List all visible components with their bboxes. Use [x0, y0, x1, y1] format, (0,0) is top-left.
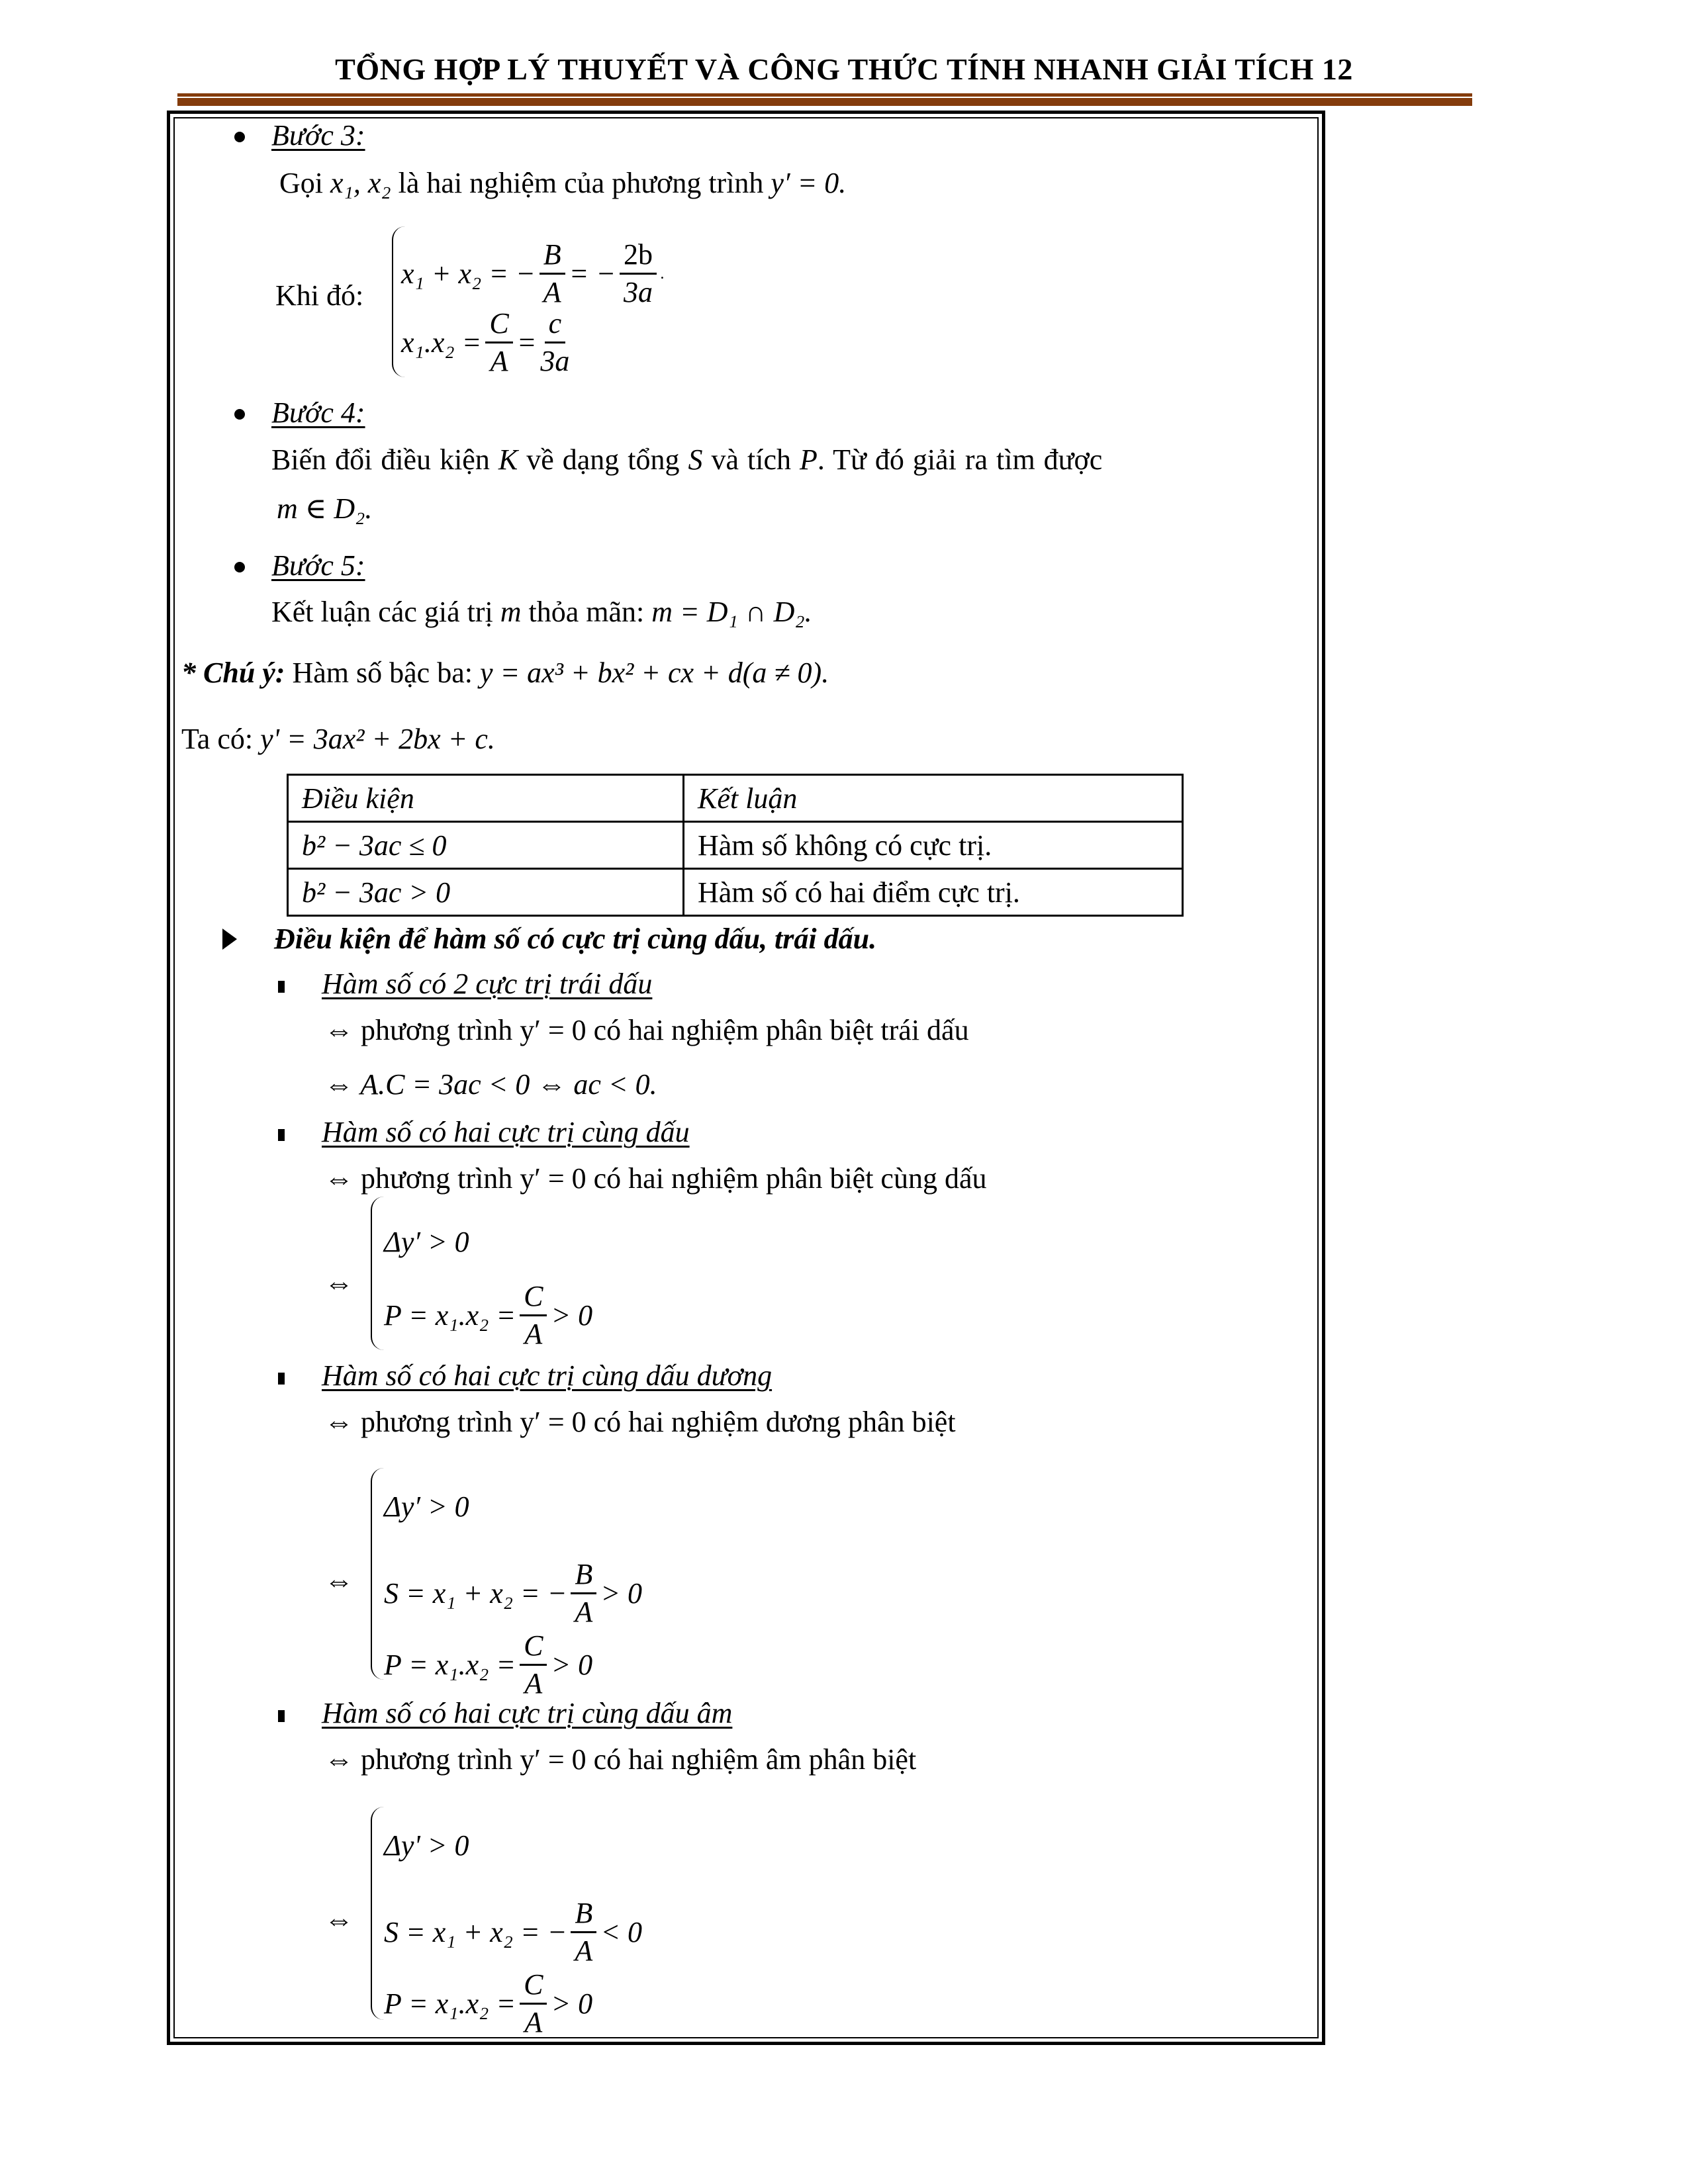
product-condition [384, 1628, 592, 1702]
square-bullet-icon [278, 1710, 285, 1722]
sum-equation [401, 237, 665, 310]
table-header-row [288, 775, 1183, 822]
s-rhs: < 0 [600, 1915, 643, 1948]
frac-num: 2b [620, 237, 657, 275]
section-heading: Điều kiện để hàm số có cực trị cùng dấu, trái dấu. [274, 923, 877, 955]
table-row [288, 869, 1183, 916]
sum-mid: = − [569, 257, 616, 290]
frac-num: C [520, 1967, 547, 2005]
case-2-title: Hàm số có hai cực trị cùng dấu [322, 1116, 690, 1148]
case-1-line1: ⇔ phương trình y′ = 0 có hai nghiệm phân biệt trái dấu [324, 1014, 969, 1046]
p-lhs: P = x₁.x₂ = [384, 1648, 516, 1681]
note-text: Hàm số bậc ba: [292, 657, 473, 689]
delta-condition: Δy' > 0 [384, 1829, 469, 1862]
p-rhs: > 0 [551, 1987, 593, 2020]
page-header-title: TỔNG HỢP LÝ THUYẾT VÀ CÔNG THỨC TÍNH NHANH GIẢI TÍCH 12 [335, 52, 1353, 86]
s-lhs: S = x₁ + x₂ = − [384, 1576, 567, 1610]
fraction [520, 1628, 547, 1702]
frac-den: A [524, 1318, 543, 1350]
frac-den: A [524, 2006, 543, 2038]
frac-den: A [575, 1596, 593, 1628]
frac-den: A [490, 345, 508, 377]
square-bullet-icon [278, 1129, 285, 1141]
square-bullet-icon [278, 1373, 285, 1385]
case-3-title: Hàm số có hai cực trị cùng dấu dương [322, 1359, 773, 1392]
derivative-formula: y' = 3ax² + 2bx + c. [260, 723, 495, 755]
text: về dạng tổng [526, 443, 680, 476]
square-bullet-icon [278, 981, 285, 993]
var-K: K [498, 443, 518, 476]
frac-den: A [575, 1934, 593, 1967]
s-lhs: S = x₁ + x₂ = − [384, 1915, 567, 1948]
header-rule-thick [177, 98, 1472, 106]
sum-condition [384, 1895, 642, 1969]
cubic-formula: y = ax³ + bx² + cx + d(a ≠ 0). [479, 657, 829, 689]
note-prefix: * Chú ý: [181, 657, 285, 689]
frac-num: B [571, 1557, 596, 1594]
frac-num: B [539, 237, 565, 275]
frac-den: 3a [540, 345, 570, 377]
fraction [485, 306, 512, 379]
step-3-line-goi [279, 165, 846, 201]
step-4-line1 [271, 442, 1102, 478]
frac-num: C [520, 1279, 547, 1316]
product-equation [401, 306, 573, 379]
p-lhs: P = x₁.x₂ = [384, 1987, 516, 2020]
frac-num: C [485, 306, 512, 343]
case-1-line2: ⇔ A.C = 3ac < 0 ⇔ ac < 0. [324, 1068, 657, 1101]
table-cell: b² − 3ac ≤ 0 [288, 822, 684, 869]
arrow-bullet-icon [222, 929, 237, 950]
sum-condition [384, 1557, 642, 1630]
table-header-cell: Kết luận [684, 775, 1183, 822]
text: Biến đổi điều kiện [271, 443, 490, 476]
case-1-title: Hàm số có 2 cực trị trái dấu [322, 968, 653, 1000]
taco-label: Ta có: [181, 723, 254, 755]
prod-mid: = [516, 326, 537, 359]
s-rhs: > 0 [600, 1576, 643, 1610]
frac-den: A [524, 1667, 543, 1700]
fraction [571, 1557, 596, 1630]
goi-text: là hai nghiệm của phương trình [398, 167, 764, 199]
system-brace-icon [371, 1807, 384, 2020]
step-5-label: Bước 5: [271, 549, 365, 582]
var-m: m [500, 596, 522, 628]
step-4-line2: m ∈ D₂. [277, 492, 373, 525]
p-lhs: P = x₁.x₂ = [384, 1298, 516, 1332]
bullet-icon [234, 562, 245, 572]
frac-num: c [545, 306, 566, 343]
note-line [181, 655, 829, 691]
var-S: S [688, 443, 703, 476]
frac-num: B [571, 1895, 596, 1933]
khi-do-label: Khi đó: [275, 279, 364, 312]
product-condition [384, 1279, 592, 1352]
fraction [620, 237, 657, 310]
system-brace-icon [371, 1197, 384, 1350]
text: và tích [711, 443, 792, 476]
table-cell: Hàm số có hai điểm cực trị. [684, 869, 1183, 916]
case-4-line1: ⇔ phương trình y′ = 0 có hai nghiệm âm phân biệt [324, 1743, 917, 1776]
header-rule-thin [177, 93, 1472, 97]
var-P: P [800, 443, 818, 476]
sum-lhs: x₁ + x₂ = − [401, 257, 536, 290]
table-cell: Hàm số không có cực trị. [684, 822, 1183, 869]
fraction [520, 1967, 547, 2040]
goi-prefix: Gọi [279, 167, 323, 199]
p-rhs: > 0 [551, 1298, 593, 1332]
frac-num: C [520, 1628, 547, 1666]
derivative-line [181, 721, 495, 757]
delta-condition: Δy′ > 0 [384, 1226, 469, 1258]
system-brace-icon [371, 1468, 384, 1680]
case-3-line1: ⇔ phương trình y′ = 0 có hai nghiệm dương phân biệt [324, 1406, 956, 1438]
bullet-icon [234, 132, 245, 142]
step-3-label: Bước 3: [271, 119, 365, 152]
fraction [520, 1279, 547, 1352]
trailing-dot: . [661, 265, 665, 283]
text: Kết luận các giá trị [271, 596, 493, 628]
goi-eq: y′ = 0. [771, 167, 847, 199]
step-4-label: Bước 4: [271, 396, 365, 429]
table-cell: b² − 3ac > 0 [288, 869, 684, 916]
frac-den: A [543, 276, 561, 308]
product-condition [384, 1967, 592, 2040]
p-rhs: > 0 [551, 1648, 593, 1681]
table-row [288, 822, 1183, 869]
equiv-icon: ⇔ [324, 1267, 353, 1299]
equiv-icon: ⇔ [324, 1903, 353, 1936]
delta-condition: Δy′ > 0 [384, 1490, 469, 1523]
equation: m = D₁ ∩ D₂. [651, 596, 812, 628]
condition-table [287, 774, 1184, 917]
text: thỏa mãn: [528, 596, 645, 628]
step-5-line [271, 594, 812, 630]
fraction [571, 1895, 596, 1969]
frac-den: 3a [624, 276, 653, 308]
prod-lhs: x₁.x₂ = [401, 326, 482, 359]
text: . Từ đó giải ra tìm được [817, 443, 1103, 476]
goi-vars: x₁, x₂ [330, 167, 391, 199]
fraction [540, 306, 569, 379]
case-4-title: Hàm số có hai cực trị cùng dấu âm [322, 1697, 733, 1729]
fraction [539, 237, 565, 310]
bullet-icon [234, 409, 245, 420]
case-2-line1: ⇔ phương trình y′ = 0 có hai nghiệm phân biệt cùng dấu [324, 1162, 987, 1195]
table-header-cell: Điều kiện [288, 775, 684, 822]
equiv-icon: ⇔ [324, 1565, 353, 1597]
